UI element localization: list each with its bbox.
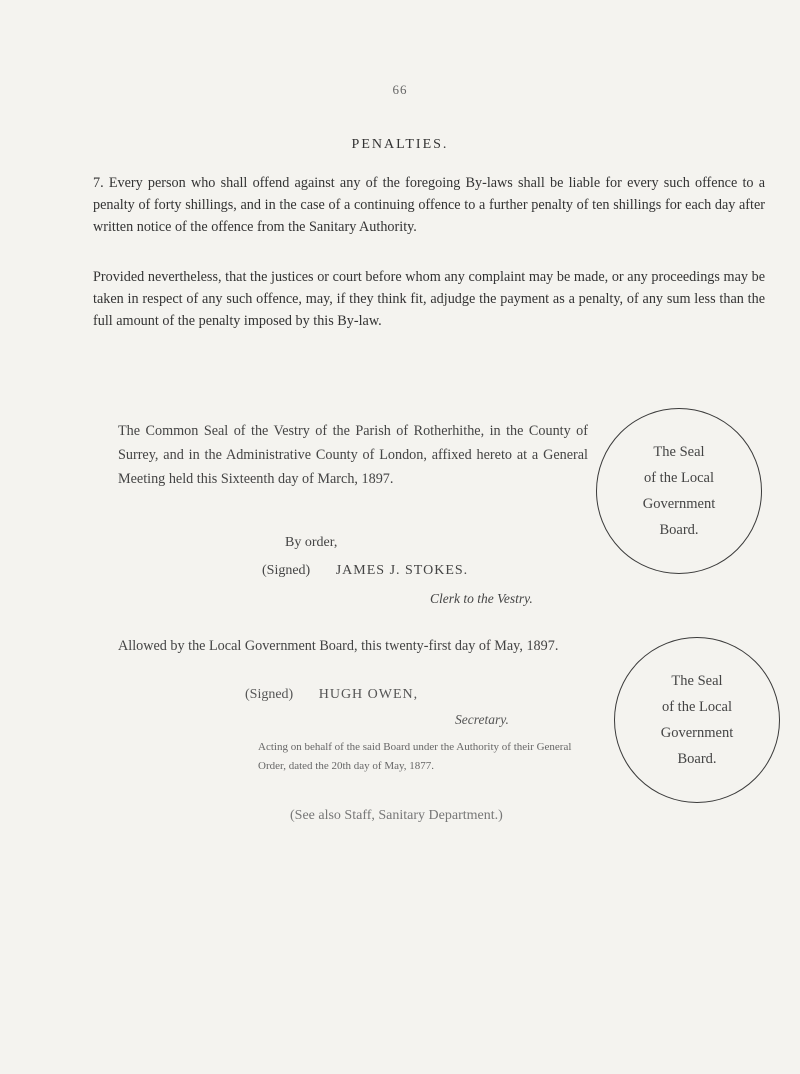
seal-text: Government: [642, 496, 716, 512]
common-seal-statement: The Common Seal of the Vestry of the Parish of Rotherhithe, in the County of Surrey, and in the Administrative County of London, affixed hereto at a General Meeting held this Sixteenth day of March, 1897.: [118, 423, 588, 487]
signed-label: (Signed): [262, 563, 311, 578]
acting-note: Acting on behalf of the said Board under the Authority of their General Order, dated the 20th day of May, 1877.: [258, 741, 572, 772]
seal-text: of the Local: [661, 699, 733, 715]
signatory-name: HUGH OWEN,: [318, 687, 419, 702]
secretary-signature: [245, 687, 418, 703]
signatory-title: Secretary.: [455, 712, 509, 727]
page-number: 66: [392, 82, 408, 97]
by-order-label: By order,: [285, 535, 338, 550]
clerk-signature: [262, 563, 468, 579]
seal-text: Government: [660, 725, 734, 741]
proviso-paragraph: Provided nevertheless, that the justices or court before whom any complaint may be made, or any proceedings may be taken in respect of any such offence, may, if they think fit, adjudge the payment as a penalty, of any sum less than the full amount of the penalty imposed by this By-law.: [93, 269, 765, 329]
section-heading: PENALTIES.: [351, 137, 449, 152]
seal-text: Board.: [677, 751, 717, 767]
signatory-title: Clerk to the Vestry.: [430, 591, 533, 606]
signatory-name: JAMES J. STOKES.: [335, 563, 469, 578]
seal-text: Board.: [659, 522, 699, 538]
seal-text: The Seal: [653, 444, 705, 460]
seal-stamp: [596, 408, 762, 574]
seal-text: The Seal: [671, 673, 723, 689]
seal-stamp: [614, 637, 780, 803]
allowed-statement: Allowed by the Local Government Board, this twenty-first day of May, 1897.: [118, 638, 559, 654]
seal-text: of the Local: [643, 470, 715, 486]
signed-label: (Signed): [245, 687, 294, 702]
see-also-note: (See also Staff, Sanitary Department.): [290, 808, 503, 823]
penalty-paragraph: 7. Every person who shall offend against any of the foregoing By-laws shall be liable for every such offence to a penalty of forty shillings, and in the case of a continuing offence to a further penalty of ten shillings for each day after written notice of the offence from the Sanitary Authority.: [93, 175, 765, 235]
